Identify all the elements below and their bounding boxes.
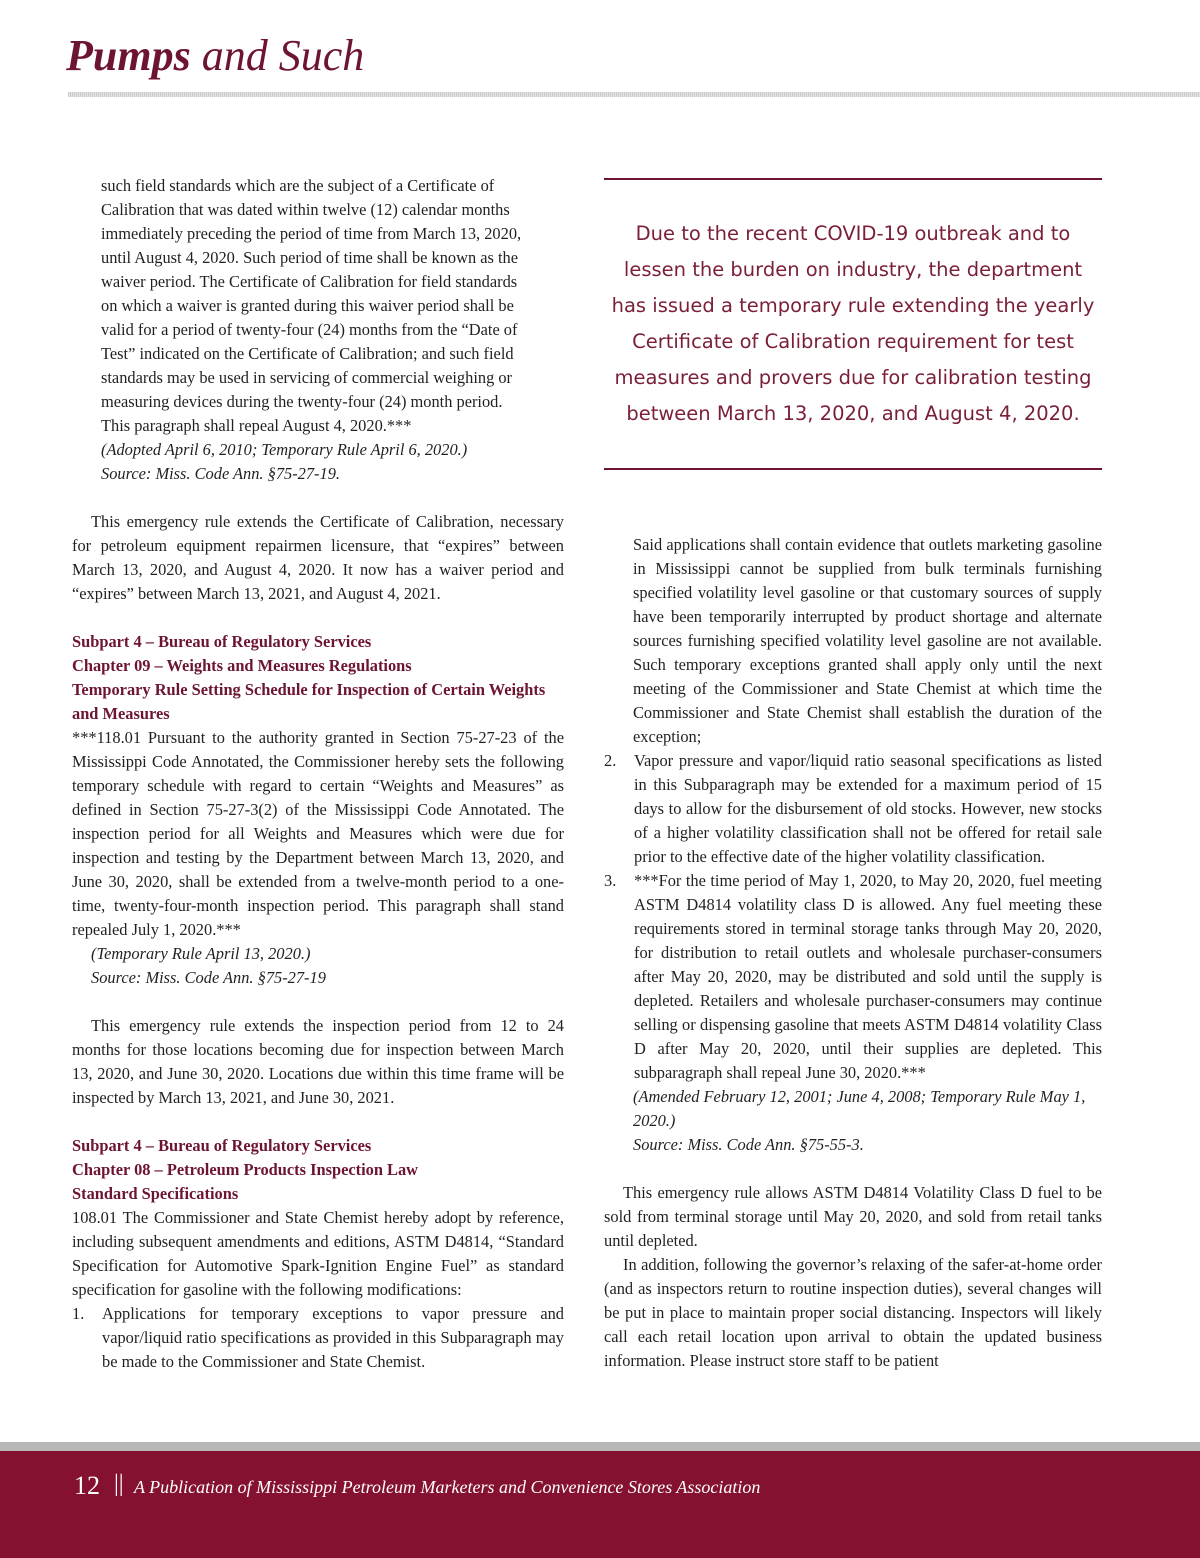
section-heading: Subpart 4 – Bureau of Regulatory Services [72,1136,372,1155]
continued-line: measuring devices during the twenty-four (24) month period. [101,392,503,411]
source: Source: Miss. Code Ann. §75-27-19. [101,464,341,483]
continued-line: standards may be used in servicing of commercial weighing or [101,368,513,387]
footer-stripe [0,1442,1200,1451]
list-text: Vapor pressure and vapor/liquid ratio seasonal specifications as listed in this Subparagraph may be extended for a maximum period of 15 days to allow for the disbursement of old stocks. However, new stocks of a higher volatility classification shall not be offered for retail sale prior to the effective date of the higher volatility classification. [634,751,1102,866]
section-heading: Chapter 09 – Weights and Measures Regulations [72,656,412,675]
section-heading: Temporary Rule Setting Schedule for Inspection of Certain Weights and Measures [72,680,546,723]
source: Source: Miss. Code Ann. §75-55-3. [633,1135,864,1154]
footer-separator: || [114,1471,124,1497]
citation: (Adopted April 6, 2010; Temporary Rule April 6, 2020.) [101,440,468,459]
list-text: Applications for temporary exceptions to vapor pressure and vapor/liquid ratio specifications as provided in this Subparagraph may be made to the Commissioner and State Chemist. [102,1304,564,1371]
citation: (Temporary Rule April 13, 2020.) [91,944,311,963]
publication-title [66,32,364,80]
continued-line: This paragraph shall repeal August 4, 2020.*** [101,416,412,435]
pull-quote-text: Due to the recent COVID-19 outbreak and to lessen the burden on industry, the department has issued a temporary rule extending the yearly Certificate of Calibration requirement for test measures and provers due for calibration testing between March 13, 2020, and August 4, 2020. [611,222,1095,425]
body-paragraph: In addition, following the governor’s relaxing of the safer-at-home order (and as inspectors return to routine inspection duties), several changes will be put in place to maintain proper social distancing. Inspectors will likely call each retail location upon arrival to obtain the updated business information. Please instruct store staff to be patient [604,1255,1102,1370]
list-item [604,749,1102,869]
continued-line: waiver period. The Certificate of Calibration for field standards [101,272,518,291]
right-column [604,533,1102,1373]
publication-credit: A Publication of Mississippi Petroleum Marketers and Convenience Stores Association [134,1477,761,1497]
pull-quote [604,178,1102,470]
source: Source: Miss. Code Ann. §75-27-19 [91,968,326,987]
title-strong: Pumps [66,31,191,80]
list-item-continued: Said applications shall contain evidence that outlets marketing gasoline in Mississippi cannot be supplied from bulk terminals furnishing specified volatility level gasoline or that customary sources of supply have been temporarily interrupted by product shortage and alternate sources furnishing specified volatility level gasoline are not available. Such temporary exceptions granted shall apply only until the next meeting of the Commissioner and State Chemist at which time the Commissioner and State Chemist shall establish the duration of the exception; [633,535,1102,746]
footer-bar [0,1451,1200,1558]
spacer [72,486,564,510]
section-heading: Chapter 08 – Petroleum Products Inspection Law [72,1160,419,1179]
rule-text: 108.01 The Commissioner and State Chemist hereby adopt by reference, including subsequent amendments and editions, ASTM D4814, “Standard Specification for Automotive Spark-Ignition Engine Fuel” as standard specification for gasoline with the following modifications: [72,1208,564,1299]
continued-line: such field standards which are the subject of a Certificate of [101,176,495,195]
spacer [604,1157,1102,1181]
continued-rule-text [72,174,564,486]
list-number: 1. [72,1304,85,1323]
continued-line: until August 4, 2020. Such period of time shall be known as the [101,248,519,267]
spacer [72,990,564,1014]
list-item [604,869,1102,1085]
body-paragraph: This emergency rule extends the inspection period from 12 to 24 months for those locations becoming due for inspection between March 13, 2020, and June 30, 2020. Locations due within this time frame will be inspected by March 13, 2021, and June 30, 2021. [72,1016,564,1107]
section-heading: Subpart 4 – Bureau of Regulatory Services [72,632,372,651]
continued-line: immediately preceding the period of time from March 13, 2020, [101,224,522,243]
page-number: 12 [74,1471,100,1500]
rule-text: ***118.01 Pursuant to the authority granted in Section 75-27-23 of the Mississippi Code Annotated, the Commissioner hereby sets the following temporary schedule with regard to certain “Weights and Measures” as defined in Section 75-27-3(2) of the Mississippi Code Annotated. The inspection period for all Weights and Measures which were due for inspection and testing by the Department between March 13, 2020, and June 30, 2020, shall be extended from a twelve-month period to a one-time, twenty-four-month inspection period. This paragraph shall stand repealed July 1, 2020.*** [72,728,564,939]
list-text: ***For the time period of May 1, 2020, to May 20, 2020, fuel meeting ASTM D4814 volatility class D is allowed. Any fuel meeting these requirements stored in terminal storage tanks through May 20, 2020, for distribution to retail outlets and wholesale purchaser-consumers after May 20, 2020, may be distributed and sold until the supply is depleted. Retailers and wholesale purchaser-consumers may continue selling or dispensing gasoline that meets ASTM D4814 volatility Class D after May 20, 2020, until their supplies are depleted. This subparagraph shall repeal June 30, 2020.*** [634,871,1102,1082]
body-paragraph: This emergency rule allows ASTM D4814 Volatility Class D fuel to be sold from terminal storage until May 20, 2020, and sold from retail tanks until depleted. [604,1183,1102,1250]
spacer [72,606,564,630]
list-number: 2. [604,751,617,770]
header-rule [68,92,1200,97]
list-number: 3. [604,871,617,890]
body-paragraph: This emergency rule extends the Certificate of Calibration, necessary for petroleum equipment repairmen licensure, that “expires” between March 13, 2020, and August 4, 2020. It now has a waiver period and “expires” between March 13, 2021, and August 4, 2021. [72,512,564,603]
list-item [72,1302,564,1374]
continued-line: Calibration that was dated within twelve (12) calendar months [101,200,510,219]
continued-line: Test” indicated on the Certificate of Calibration; and such field [101,344,514,363]
continued-line: on which a waiver is granted during this waiver period shall be [101,296,514,315]
left-column [72,174,564,1374]
spacer [72,1110,564,1134]
title-rest: and Such [190,31,365,80]
citation: (Amended February 12, 2001; June 4, 2008; Temporary Rule May 1, 2020.) [633,1087,1086,1130]
continued-line: valid for a period of twenty-four (24) months from the “Date of [101,320,518,339]
section-heading: Standard Specifications [72,1184,239,1203]
